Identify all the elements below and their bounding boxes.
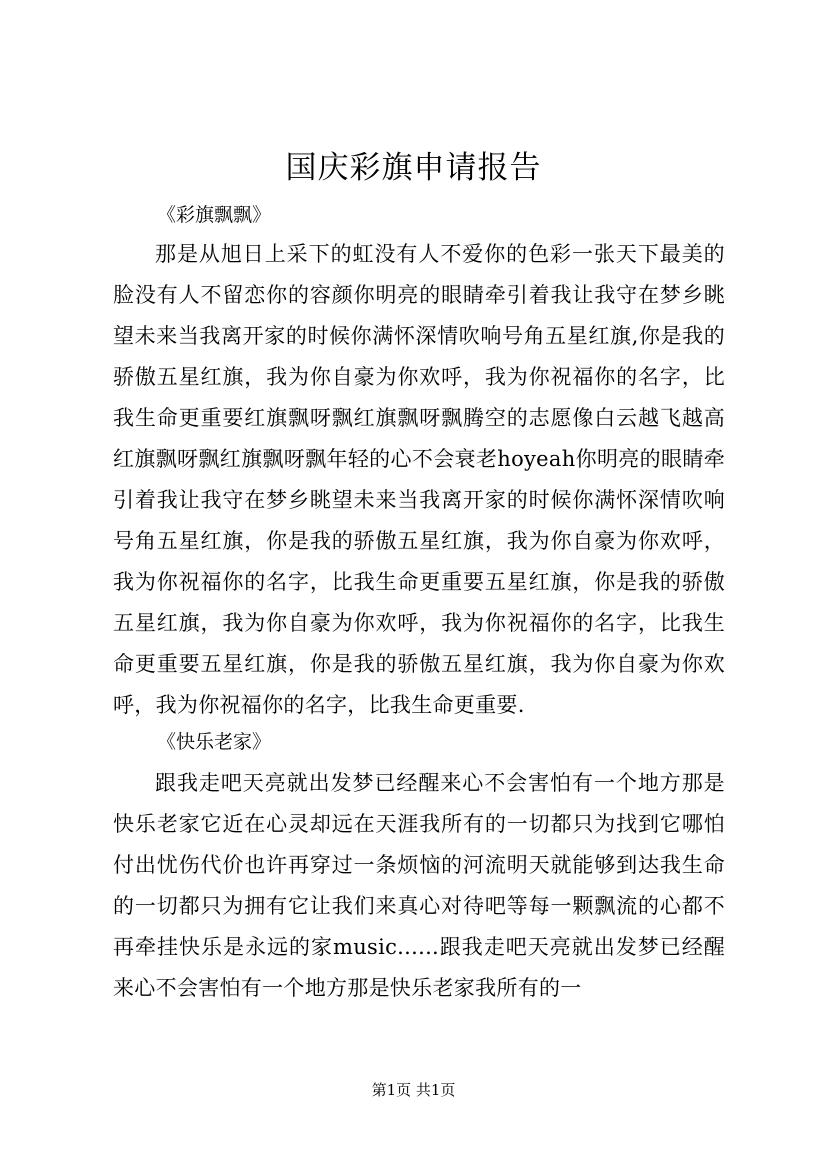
section-body-caiqi: 那是从旭日上采下的虹没有人不爱你的色彩一张天下最美的脸没有人不留恋你的容颜你明亮的眼睛牵引着我让我守在梦乡眺望未来当我离开家的时候你满怀深情吹响号角五星红旗,你是我的骄傲五星红旗，我为你自豪为你欢呼，我为你祝福你的名字，比我生命更重要红旗飘呀飘红旗飘呀飘腾空的志愿像白云越飞越高红旗飘呀飘红旗飘呀飘年轻的心不会衰老hoyeah你明亮的眼睛牵引着我让我守在梦乡眺望未来当我离开家的时候你满怀深情吹响号角五星红旗，你是我的骄傲五星红旗，我为你自豪为你欢呼，我为你祝福你的名字，比我生命更重要五星红旗，你是我的骄傲五星红旗，我为你自豪为你欢呼，我为你祝福你的名字，比我生命更重要五星红旗，你是我的骄傲五星红旗，我为你自豪为你欢呼，我为你祝福你的名字，比我生命更重要. (113, 242, 725, 717)
section-heading-caiqi: 《彩旗飘飘》 (157, 204, 272, 226)
section-body-kuaile: 跟我走吧天亮就出发梦已经醒来心不会害怕有一个地方那是快乐老家它近在心灵却远在天涯我所有的一切都只为找到它哪怕付出忧伤代价也许再穿过一条烦恼的河流明天就能够到达我生命的一切都只为拥有它让我们来真心对待吧等每一颗飘流的心都不再牵挂快乐是永远的家music......跟我走吧天亮就出发梦已经醒来心不会害怕有一个地方那是快乐老家我所有的一 (113, 771, 725, 1000)
document-body (113, 200, 725, 1007)
section-heading-kuaile: 《快乐老家》 (157, 731, 272, 753)
page-number-footer: 第1页 共1页 (371, 1081, 456, 1099)
document-title: 国庆彩旗申请报告 (285, 150, 542, 186)
